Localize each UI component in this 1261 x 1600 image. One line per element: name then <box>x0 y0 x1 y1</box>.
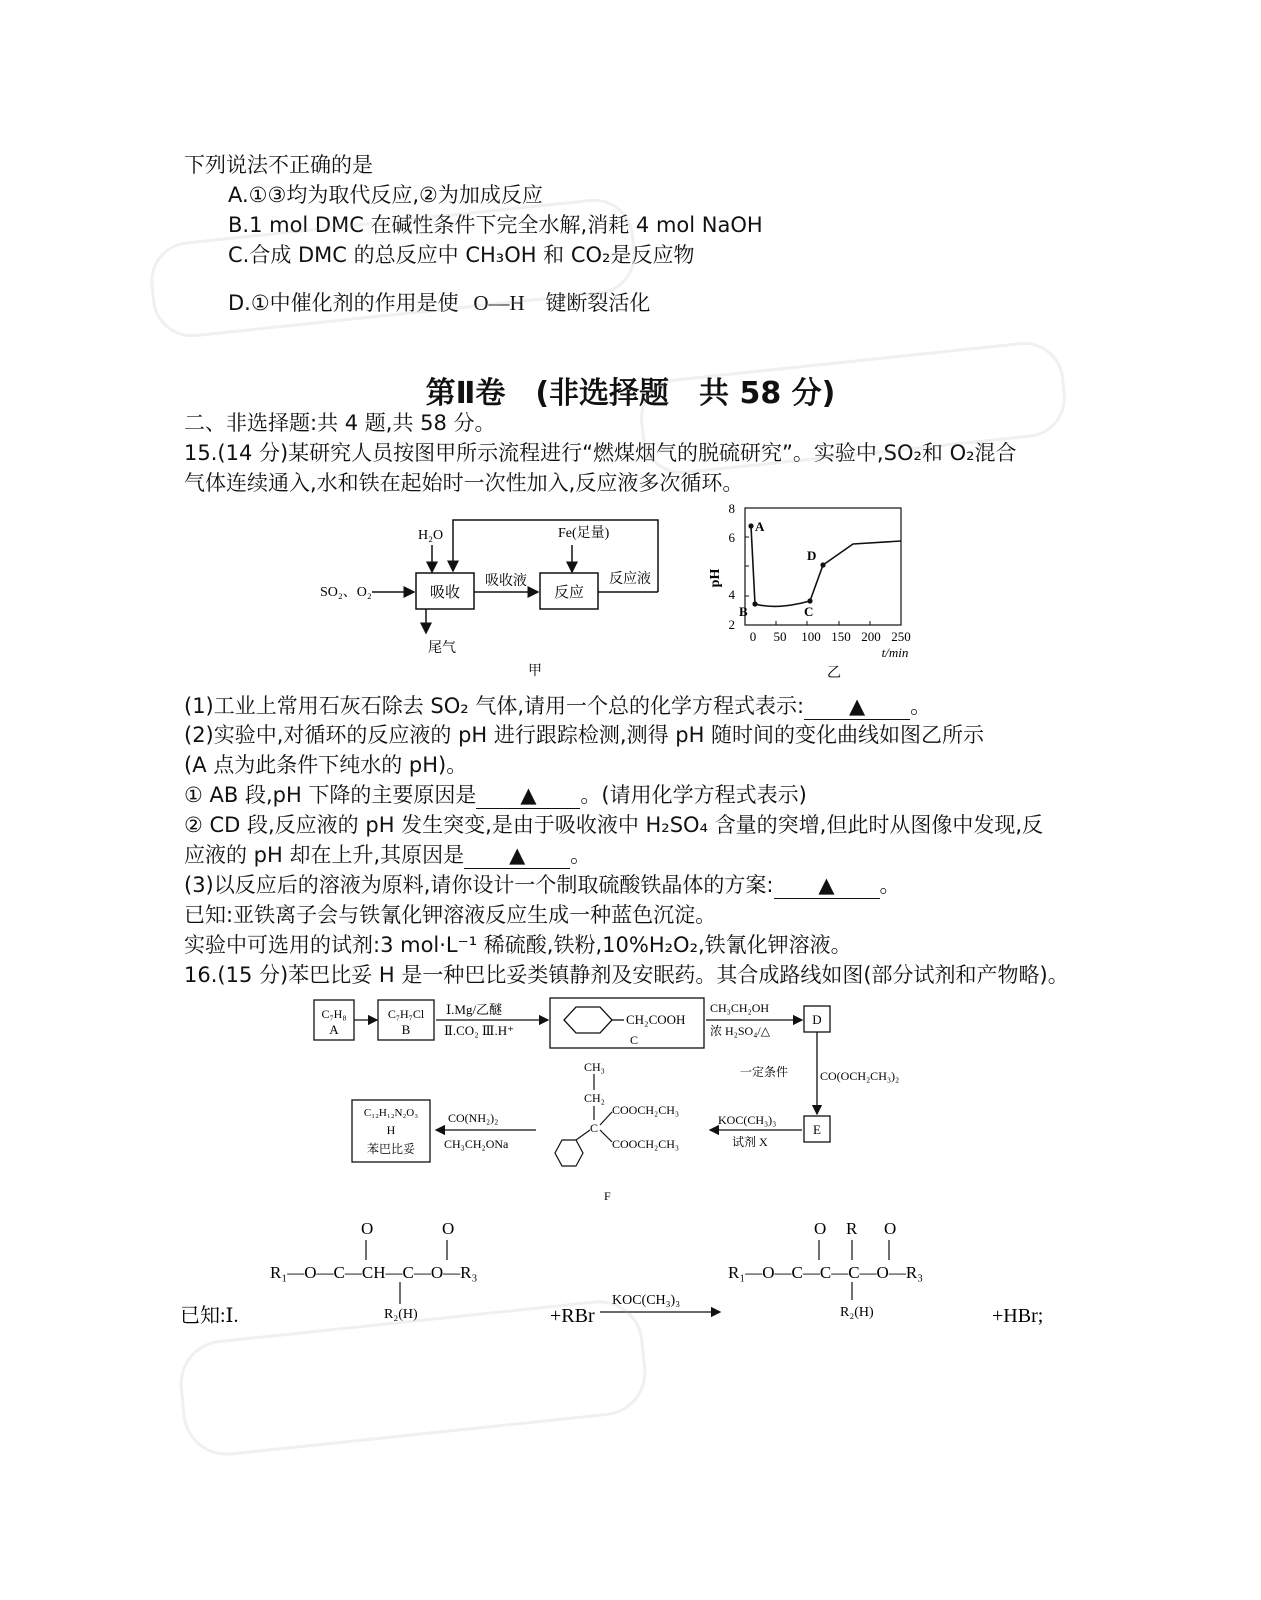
react-label: 反应 <box>553 585 585 601</box>
q15-part2b-line1: ② CD 段,反应液的 pH 发生突变,是由于吸收液中 H₂SO₄ 含量的突增,但此时从图像中发现,反 <box>184 813 1044 837</box>
synthesis-scheme <box>300 990 900 1205</box>
known-reaction <box>180 1210 1060 1335</box>
q15-part2b-line2 <box>184 842 591 869</box>
bond-label: O—H <box>473 291 525 315</box>
a-formula: C₇H₈ <box>321 1007 347 1021</box>
flow-diagram <box>310 505 680 680</box>
ytick-8: 8 <box>728 501 735 516</box>
flow-caption: 甲 <box>528 664 542 679</box>
o-label: O <box>884 1219 897 1238</box>
option-d-prefix: D.①中催化剂的作用是使 <box>228 291 459 315</box>
q15-part2-line1: (2)实验中,对循环的反应液的 pH 进行跟踪检测,测得 pH 随时间的变化曲线如图乙所示 <box>184 723 985 747</box>
e-label: E <box>813 1122 821 1137</box>
ytick-2: 2 <box>728 617 735 632</box>
question-stem: 下列说法不正确的是 <box>184 153 373 177</box>
q15-part1-end: 。 <box>910 694 932 718</box>
q15-part2a <box>184 782 807 809</box>
q15-part3-end: 。 <box>879 873 901 897</box>
step-fh-bottom: CH₃CH₂ONa <box>444 1137 509 1151</box>
o-label: O <box>361 1219 374 1238</box>
f-c: C <box>590 1121 599 1135</box>
f-ester2: COOCH₂CH₃ <box>612 1137 680 1151</box>
tail-gas-label: 尾气 <box>428 641 456 656</box>
option-d-suffix: 键断裂活化 <box>545 291 651 315</box>
section-intro: 二、非选择题:共 4 题,共 58 分。 <box>184 411 496 435</box>
absorb-liquid-label: 吸收液 <box>485 574 527 589</box>
answer-blank[interactable]: ▲ <box>476 782 580 809</box>
step-ef-bottom: 试剂 X <box>732 1135 768 1149</box>
o-label: O <box>442 1219 455 1238</box>
known-reactant-sub: R₂(H) <box>384 1307 418 1322</box>
q15-part2b-end: 。 <box>570 843 592 867</box>
step-cd-bottom: 浓 H₂SO₄/△ <box>710 1024 770 1038</box>
d-label: D <box>812 1012 822 1027</box>
label-c: C <box>804 604 814 619</box>
known-reactant: R₁—O—C—CH—C—O—R₃ <box>270 1263 478 1282</box>
q15-part2-line2: (A 点为此条件下纯水的 pH)。 <box>184 753 468 777</box>
y-axis-label: pH <box>708 568 723 588</box>
xtick-200: 200 <box>861 629 881 644</box>
plus-hbr: +HBr; <box>992 1305 1044 1327</box>
q15-part1 <box>184 693 931 720</box>
b-label: B <box>401 1022 411 1037</box>
f-ester1: COOCH₂CH₃ <box>612 1103 680 1117</box>
benzene-ring-icon <box>555 1140 583 1166</box>
point-a <box>748 523 753 528</box>
graph-caption: 乙 <box>827 666 841 681</box>
q15-part2b-text: 应液的 pH 却在上升,其原因是 <box>184 843 465 867</box>
absorb-label: 吸收 <box>429 585 461 601</box>
q15-reagents: 实验中可选用的试剂:3 mol·L⁻¹ 稀硫酸,铁粉,10%H₂O₂,铁氰化钾溶液。 <box>184 933 852 957</box>
step-fh-top: CO(NH₂)₂ <box>448 1111 499 1125</box>
known-product-top: R <box>846 1219 858 1238</box>
step-de-left: 一定条件 <box>740 1065 789 1079</box>
c-group: CH₂COOH <box>626 1012 686 1027</box>
x-axis-label: t/min <box>881 645 909 660</box>
flow-water: H₂O <box>418 528 444 543</box>
q15-line2: 气体连续通入,水和铁在起始时一次性加入,反应液多次循环。 <box>184 471 744 495</box>
option-c: C.合成 DMC 的总反应中 CH₃OH 和 CO₂是反应物 <box>228 243 695 267</box>
q15-part2a-text: ① AB 段,pH 下降的主要原因是 <box>184 783 477 807</box>
known-label: 已知:Ⅰ. <box>180 1305 239 1327</box>
answer-blank[interactable]: ▲ <box>804 693 910 720</box>
f-label: F <box>604 1189 611 1203</box>
f-ch3: CH₃ <box>584 1060 605 1074</box>
h-name: 苯巴比妥 <box>366 1142 416 1156</box>
q15-known: 已知:亚铁离子会与铁氰化钾溶液反应生成一种蓝色沉淀。 <box>184 903 717 927</box>
point-b <box>752 601 757 606</box>
option-d <box>228 290 650 316</box>
ytick-4: 4 <box>728 587 735 602</box>
xtick-100: 100 <box>801 629 821 644</box>
label-a: A <box>755 519 765 534</box>
step-cd-top: CH₃CH₂OH <box>710 1001 770 1015</box>
react-liquid-label: 反应液 <box>609 572 651 587</box>
o-label: O <box>814 1219 827 1238</box>
option-a: A.①③均为取代反应,②为加成反应 <box>228 183 543 207</box>
plus-rbr: +RBr <box>550 1305 595 1327</box>
flow-input: SO₂、O₂ <box>320 585 372 600</box>
c-label: C <box>630 1033 639 1047</box>
xtick-150: 150 <box>831 629 851 644</box>
xtick-0: 0 <box>749 629 757 644</box>
h-label: H <box>386 1123 396 1137</box>
label-d: D <box>807 548 817 563</box>
section-title: 第Ⅱ卷 (非选择题 共 58 分) <box>425 376 836 411</box>
q15-part3-text: (3)以反应后的溶液为原料,请你设计一个制取硫酸铁晶体的方案: <box>184 873 774 897</box>
q15-part1-text: (1)工业上常用石灰石除去 SO₂ 气体,请用一个总的化学方程式表示: <box>184 694 805 718</box>
known-reagent: KOC(CH₃)₃ <box>612 1293 681 1308</box>
step-de-right: CO(OCH₂CH₃)₂ <box>820 1069 900 1083</box>
q15-line1: 15.(14 分)某研究人员按图甲所示流程进行“燃煤烟气的脱硫研究”。实验中,SO₂和 O₂混合 <box>184 441 1017 465</box>
answer-blank[interactable]: ▲ <box>774 872 880 899</box>
known-product: R₁—O—C—C—C—O—R₃ <box>728 1263 924 1282</box>
ph-graph <box>705 500 925 682</box>
step-ef-top: KOC(CH₃)₃ <box>718 1113 777 1127</box>
answer-blank[interactable]: ▲ <box>464 842 570 869</box>
b-formula: C₇H₇Cl <box>387 1007 425 1021</box>
q15-part3 <box>184 872 901 899</box>
ytick-6: 6 <box>728 530 735 545</box>
a-label: A <box>329 1022 339 1037</box>
option-b: B.1 mol DMC 在碱性条件下完全水解,消耗 4 mol NaOH <box>228 213 763 237</box>
fe-label: Fe(足量) <box>558 526 610 541</box>
step-bc-top: Ⅰ.Mg/乙醚 <box>446 1002 503 1017</box>
point-d <box>820 562 825 567</box>
h-formula: C₁₂H₁₂N₂O₃ <box>363 1107 419 1119</box>
q16-line1: 16.(15 分)苯巴比妥 H 是一种巴比妥类镇静剂及安眠药。其合成路线如图(部分试剂和产物略)。 <box>184 963 1069 987</box>
q15-part2a-end: 。(请用化学方程式表示) <box>580 783 807 807</box>
point-c <box>807 598 812 603</box>
xtick-50: 50 <box>773 629 787 644</box>
known-product-sub: R₂(H) <box>840 1305 874 1320</box>
ph-curve <box>751 526 901 606</box>
f-ch2: CH₂ <box>584 1091 605 1105</box>
label-b: B <box>739 604 748 619</box>
step-bc-bottom: Ⅱ.CO₂ Ⅲ.H⁺ <box>444 1023 514 1038</box>
xtick-250: 250 <box>891 629 911 644</box>
